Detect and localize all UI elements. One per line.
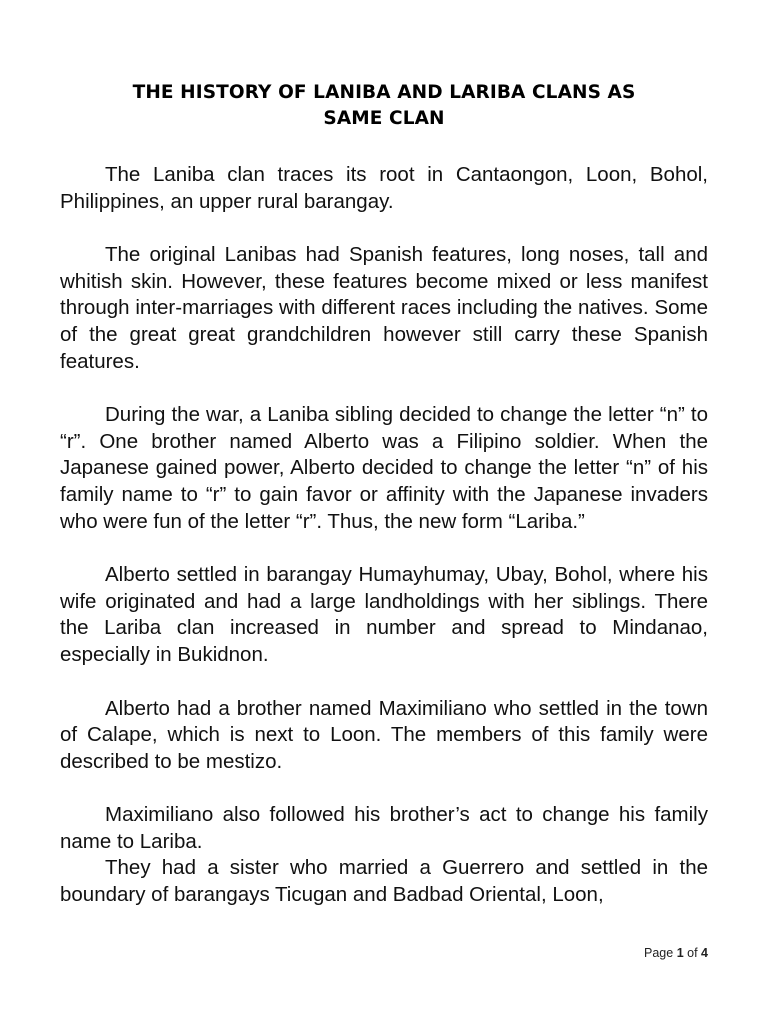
title-line-1: THE HISTORY OF LANIBA AND LARIBA CLANS AS bbox=[132, 82, 636, 103]
paragraph-maximiliano-name: Maximiliano also followed his brother’s act to change his family name to Lariba. bbox=[60, 803, 708, 853]
page-label: Page bbox=[644, 946, 674, 960]
document-body bbox=[60, 162, 708, 936]
current-page-number: 1 bbox=[676, 946, 684, 960]
title-line-2: SAME CLAN bbox=[323, 108, 445, 129]
paragraph-sister: They had a sister who married a Guerrero and settled in the boundary of barangays Ticugan and Badbad Oriental, Loon, bbox=[60, 856, 708, 907]
document-title bbox=[60, 80, 708, 132]
page-of-label: of bbox=[687, 946, 698, 960]
paragraph-name-change: During the war, a Laniba sibling decided to change the letter “n” to “r”. One brother named Alberto was a Filipino soldier. When the Japanese gained power, Alberto decided to change the letter “n” of his family name to “r” to gain favor or affinity with the Japanese invaders who were fun of the letter “r”. Thus, the new form “Lariba.” bbox=[60, 403, 708, 533]
paragraph-alberto-settlement: Alberto settled in barangay Humayhumay, Ubay, Bohol, where his wife originated and had a large landholdings with her siblings. There the Lariba clan increased in number and spread to Mindanao, especially in Bukidnon. bbox=[60, 563, 708, 666]
paragraph-maximiliano: Alberto had a brother named Maximiliano who settled in the town of Calape, which is next to Loon. The members of this family were described to be mestizo. bbox=[60, 696, 708, 773]
total-pages-number: 4 bbox=[701, 946, 708, 960]
page-number bbox=[644, 946, 708, 960]
paragraph-origin: The Laniba clan traces its root in Cantaongon, Loon, Bohol, Philippines, an upper rural barangay. bbox=[60, 163, 708, 213]
paragraph-spanish-features: The original Lanibas had Spanish features, long noses, tall and whitish skin. However, these features become mixed or less manifest through inter-marriages with different races including the natives. Some of the great great grandchildren however still carry these Spanish features. bbox=[60, 243, 708, 373]
